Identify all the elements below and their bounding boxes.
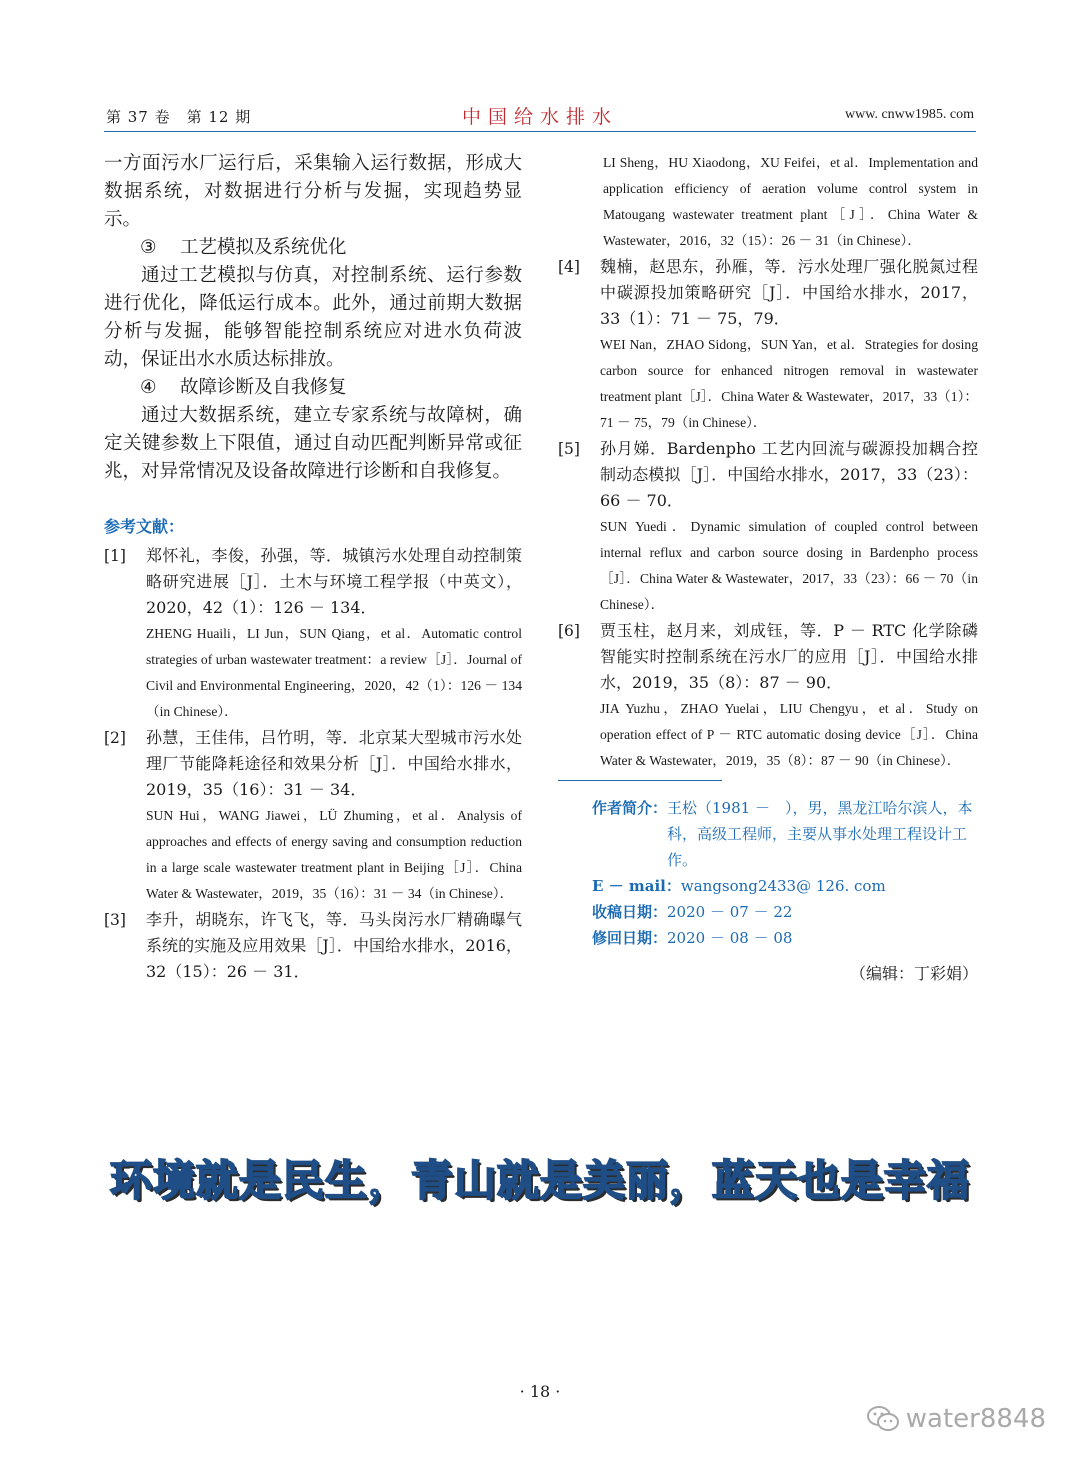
received-label: 收稿日期：	[592, 903, 668, 921]
watermark	[866, 1404, 1046, 1434]
reference-number: [4]	[558, 258, 580, 276]
author-email	[592, 873, 978, 899]
reference-number: [1]	[104, 547, 126, 565]
editor-credit: （编辑：丁彩娟）	[849, 964, 978, 983]
author-info	[558, 795, 978, 951]
reference-item	[104, 725, 522, 907]
reference-item	[558, 254, 978, 436]
journal-url[interactable]: www. cnww1985. com	[845, 107, 974, 122]
reference-cn: 孙月娣．Bardenpho 工艺内回流与碳源投加耦合控制动态模拟［J］．中国给水排水，2017，33（23）：66 － 70．	[600, 439, 978, 510]
section-4-heading	[104, 374, 522, 402]
reference-cn: 郑怀礼，李俊，孙强，等．城镇污水处理自动控制策略研究进展［J］．土木与环境工程学报（中英文），2020，42（1）：126 － 134．	[146, 546, 522, 617]
section-3-text: 通过工艺模拟与仿真，对控制系统、运行参数进行优化，降低运行成本。此外，通过前期大数据分析与发掘，能够智能控制系统应对进水负荷波动，保证出水水质达标排放。	[104, 265, 522, 370]
reference-cn: 孙慧，王佳伟，吕竹明，等．北京某大型城市污水处理厂节能降耗途径和效果分析［J］．中国给水排水，2019，35（16）：31 － 34．	[146, 728, 522, 799]
reference-en: SUN Hui，WANG Jiawei，LÜ Zhuming，et al．Analysis of approaches and effects of energy saving and consumption reduction in a large scale wastewater treatment plant in Beijing［J］．China Water & Wastewater，2019，35（16）：31 － 34（in Chinese）．	[146, 808, 522, 901]
reference-item	[104, 543, 522, 725]
reference-en: WEI Nan，ZHAO Sidong，SUN Yan，et al．Strategies for dosing carbon source for enhanced nitrogen removal in wastewater treatment plant［J］．China Water & Wastewater，2017，33（1）：71 － 75，79（in Chinese）．	[600, 337, 978, 430]
header-rule	[104, 131, 976, 132]
section-4-number: ④	[140, 377, 157, 398]
reference-en: ZHENG Huaili，LI Jun，SUN Qiang，et al．Automatic control strategies of urban wastewater treatment：a review［J］．Journal of Civil and Environmental Engineering，2020，42（1）：126 － 134（in Chinese）．	[146, 626, 522, 719]
author-bio	[592, 795, 978, 873]
revised-date	[592, 925, 978, 951]
author-bio-text: 王松（1981 － ），男，黑龙江哈尔滨人，本科，高级工程师，主要从事水处理工程设计工作。	[667, 799, 973, 869]
section-4-text: 通过大数据系统，建立专家系统与故障树，确定关键参数上下限值，通过自动匹配判断异常或征兆，对异常情况及设备故障进行诊断和自我修复。	[104, 405, 522, 482]
section-4-title: 故障诊断及自我修复	[180, 377, 347, 398]
reference-item	[104, 907, 522, 985]
reference-cn: 魏楠，赵思东，孙雁，等．污水处理厂强化脱氮过程中碳源投加策略研究［J］．中国给水排水，2017，33（1）：71 － 75，79．	[600, 257, 978, 328]
reference-item	[558, 618, 978, 774]
reference-item	[558, 436, 978, 618]
section-3-number: ③	[140, 237, 157, 258]
page-header	[104, 100, 976, 130]
reference-cn: 贾玉柱，赵月来，刘成钰，等．P － RTC 化学除磷智能实时控制系统在污水厂的应用［J］．中国给水排水，2019，35（8）：87 － 90．	[600, 621, 978, 692]
author-bio-label: 作者简介：	[592, 799, 668, 817]
reference-en: SUN Yuedi．Dynamic simulation of coupled control between internal reflux and carbon source dosing in Bardenpho process［J］．China Water & Wastewater，2017，33（23）：66 － 70（in Chinese）．	[600, 519, 978, 612]
reference-cn: 李升，胡晓东，许飞飞，等．马头岗污水厂精确曝气系统的实施及应用效果［J］．中国给水排水，2016，32（15）：26 － 31．	[146, 910, 522, 981]
email-label: E － mail：	[592, 877, 681, 895]
volume-issue: 第 37 卷 第 12 期	[106, 108, 252, 126]
reference-number: [2]	[104, 729, 126, 747]
received-value: 2020 － 07 － 22	[667, 903, 793, 921]
slogan-banner: 环境就是民生，青山就是美丽，蓝天也是幸福	[109, 1156, 970, 1205]
journal-name: 中国给水排水	[461, 106, 618, 128]
email-address[interactable]: wangsong2433@ 126. com	[680, 877, 886, 895]
left-column	[104, 150, 522, 985]
section-3-title: 工艺模拟及系统优化	[180, 237, 347, 258]
reference-number: [6]	[558, 622, 580, 640]
right-column	[558, 150, 978, 984]
received-date	[592, 899, 978, 925]
reference-3-en-continued: LI Sheng，HU Xiaodong，XU Feifei，et al．Implementation and application efficiency of aeration volume control system in Matougang wastewater treatment plant［J］．China Water & Wastewater，2016，32（15）：26 － 31（in Chinese）．	[603, 155, 978, 248]
revised-value: 2020 － 08 － 08	[667, 929, 793, 947]
watermark-text: water8848	[905, 1404, 1046, 1434]
revised-label: 修回日期：	[592, 929, 668, 947]
wechat-icon	[866, 1405, 900, 1433]
intro-paragraph: 一方面污水厂运行后，采集输入运行数据，形成大数据系统，对数据进行分析与发掘，实现趋势显示。	[104, 153, 522, 230]
reference-en: JIA Yuzhu，ZHAO Yuelai，LIU Chengyu，et al．Study on operation effect of P － RTC automatic dosing device［J］．China Water & Wastewater，2019，35（8）：87 － 90（in Chinese）．	[600, 701, 978, 768]
section-3-heading	[104, 234, 522, 262]
reference-number: [5]	[558, 440, 580, 458]
references-title: 参考文献：	[104, 517, 185, 536]
page-number: · 18 ·	[519, 1382, 561, 1401]
author-info-rule	[558, 780, 722, 781]
reference-number: [3]	[104, 911, 126, 929]
